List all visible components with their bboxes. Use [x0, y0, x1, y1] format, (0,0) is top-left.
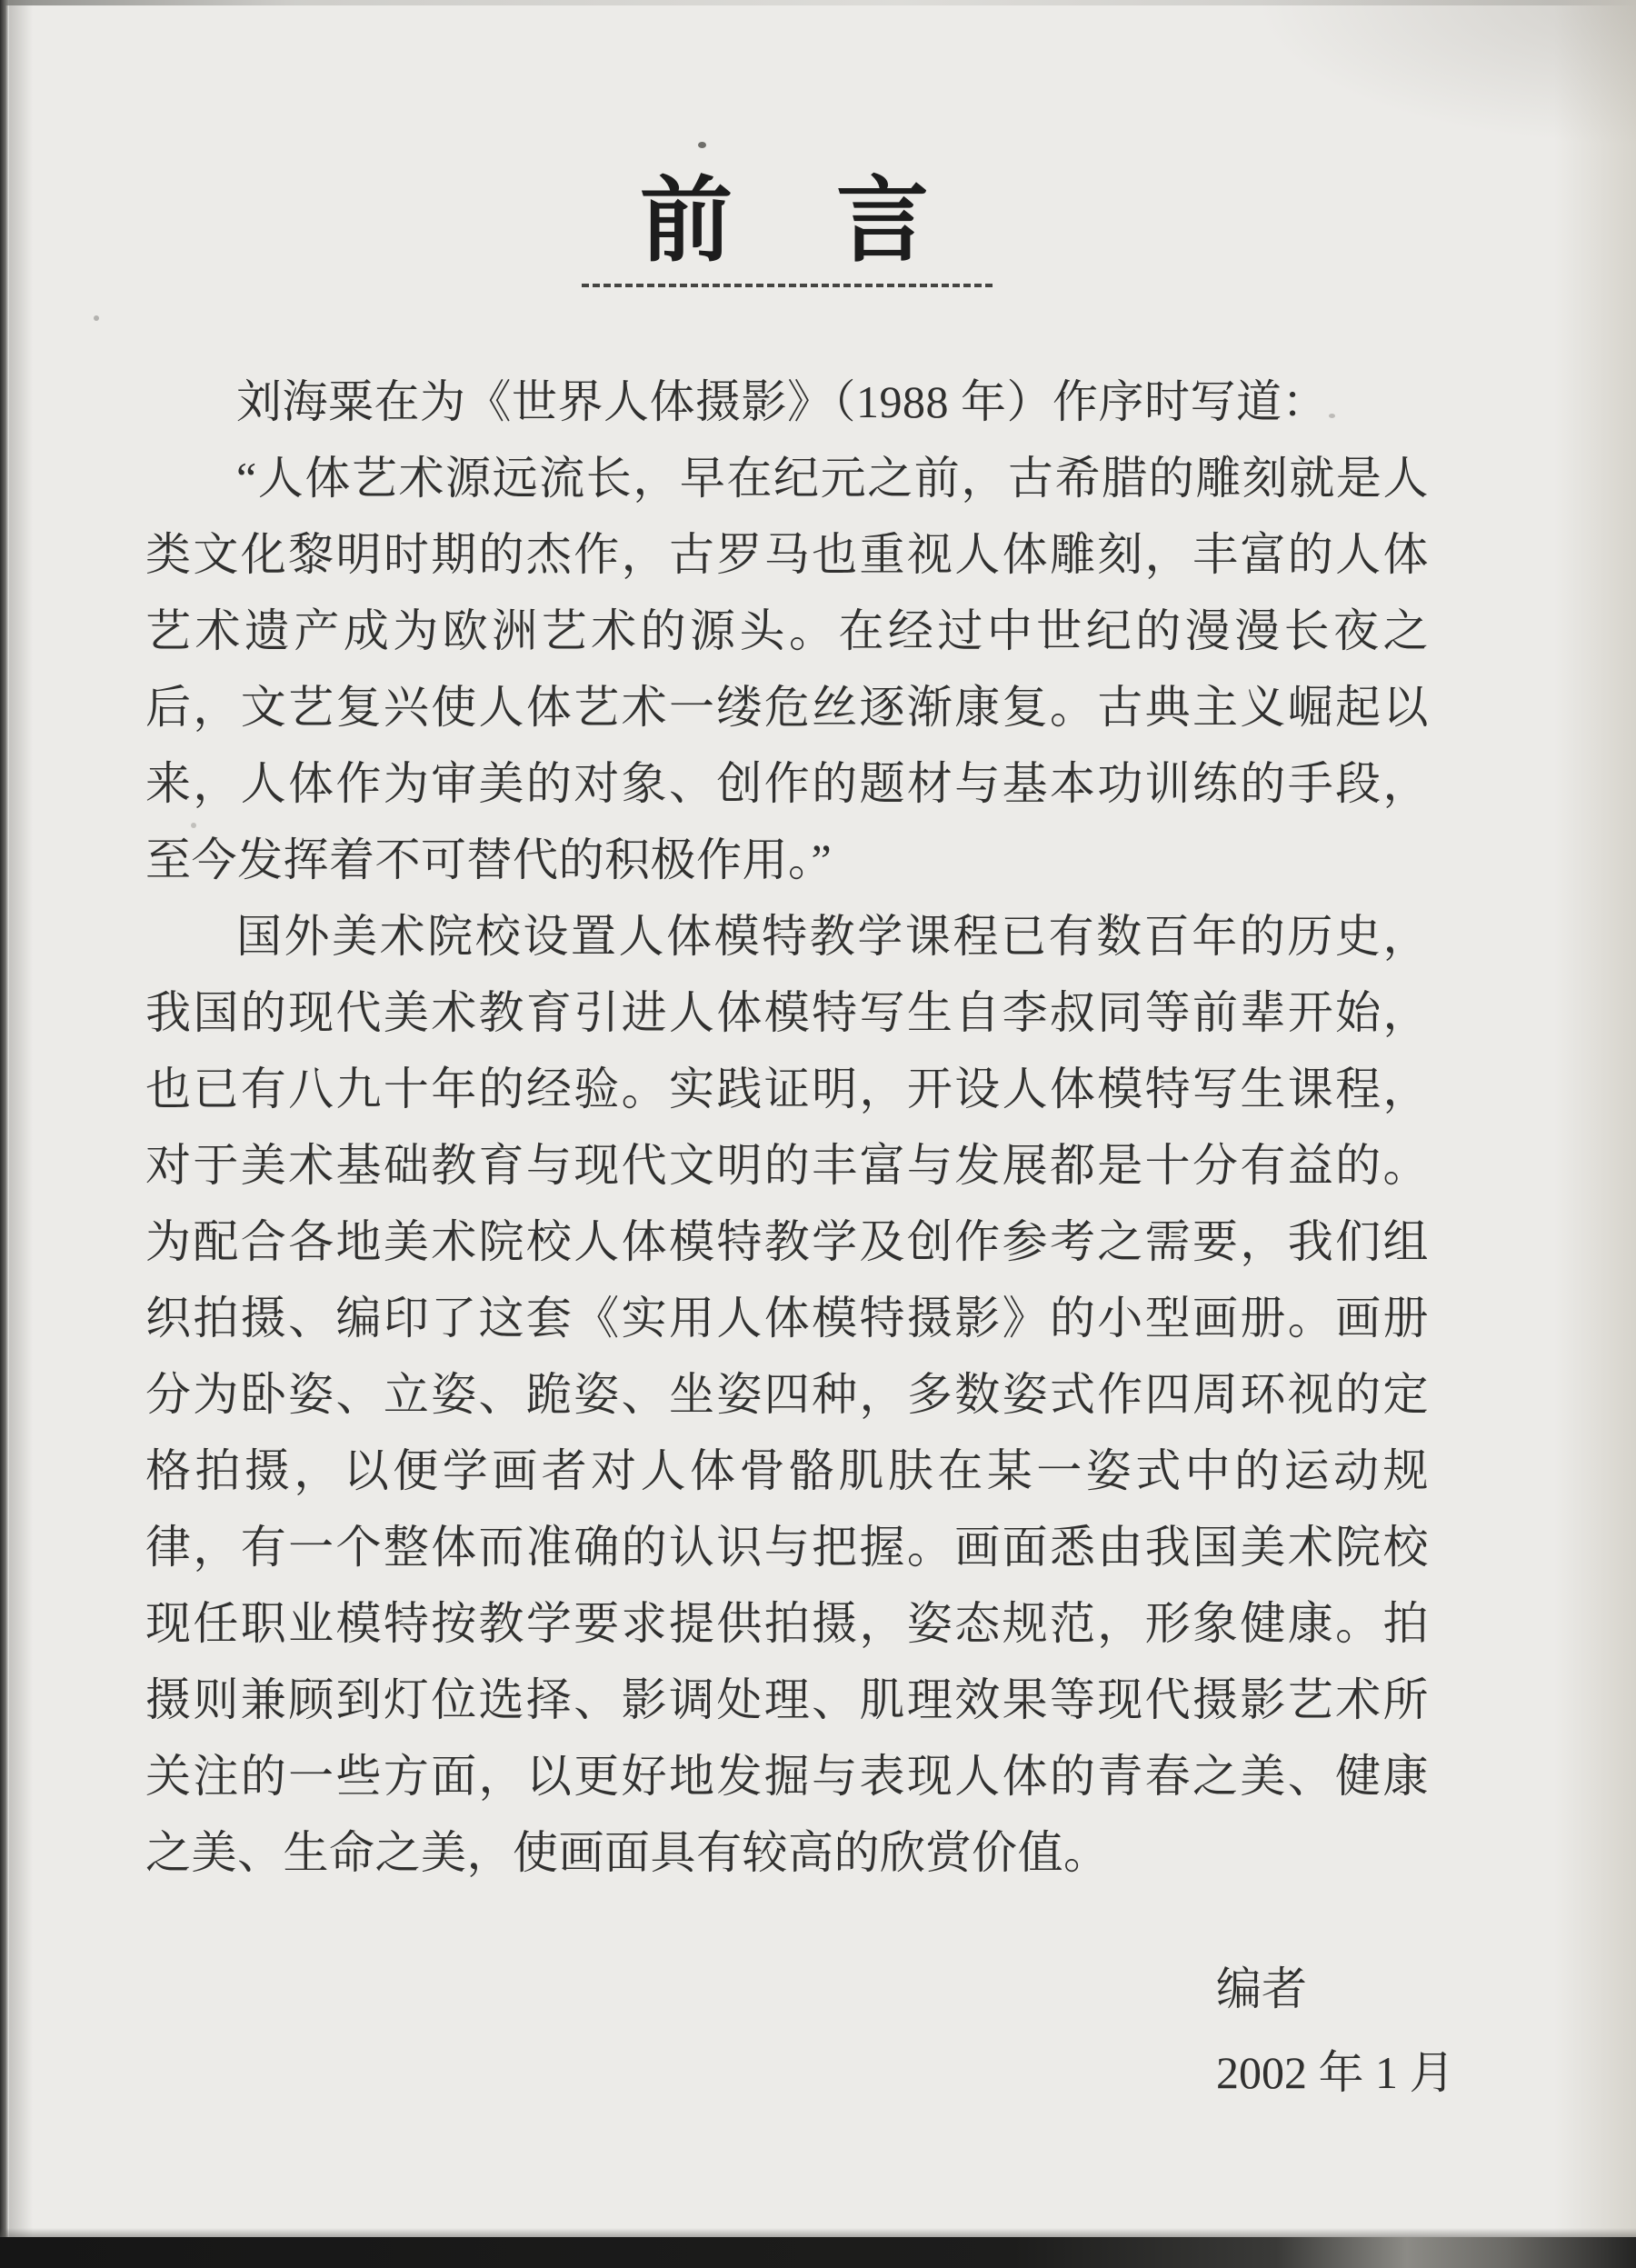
scan-edge-bottom [0, 2237, 1636, 2268]
title-block [145, 168, 1429, 287]
paragraph-quote: “人体艺术源远流长，早在纪元之前，古希腊的雕刻就是人类文化黎明时期的杰作，古罗马也重视人体雕刻，丰富的人体艺术遗产成为欧洲艺术的源头。在经过中世纪的漫漫长夜之后，文艺复兴使人体艺术一缕危丝逐渐康复。古典主义崛起以来，人体作为审美的对象、创作的题材与基本功训练的手段，至今发挥着不可替代的积极作用。” [145, 453, 1429, 886]
preface-body [145, 364, 1429, 1891]
page-content [145, 0, 1455, 2114]
scan-speck [698, 142, 706, 148]
page-title: 前 言 [640, 169, 934, 273]
paragraph-intro: 刘海粟在为《世界人体摄影》（1988 年）作序时写道： [236, 376, 1328, 428]
paragraph-main: 国外美术院校设置人体模特教学课程已有数百年的历史，我国的现代美术教育引进人体模特写生自李叔同等前辈开始，也已有八九十年的经验。实践证明，开设人体模特写生课程，对于美术基础教育与现代文明的丰富与发展都是十分有益的。为配合各地美术院校人体模特教学及创作参考之需要，我们组织拍摄、编印了这套《实用人体模特摄影》的小型画册。画册分为卧姿、立姿、跪姿、坐姿四种，多数姿式作四周环视的定格拍摄，以便学画者对人体骨骼肌肤在某一姿式中的运动规律，有一个整体而准确的认识与把握。画面悉由我国美术院校现任职业模特按教学要求提供拍摄，姿态规范，形象健康。拍摄则兼顾到灯位选择、影调处理、肌理效果等现代摄影艺术所关注的一些方面，以更好地发掘与表现人体的青春之美、健康之美、生命之美，使画面具有较高的欣赏价值。 [145, 911, 1429, 1879]
title-underline [582, 284, 993, 287]
signature-date: 2002 年 1 月 [1216, 2047, 1455, 2099]
signature-author: 编者 [1216, 1963, 1307, 2015]
scan-shade-top-right [1254, 0, 1636, 145]
scan-speck [94, 315, 99, 321]
scan-edge-bottom-shadow [0, 2228, 1636, 2237]
scan-speck [1329, 414, 1335, 418]
signature-block [1216, 1947, 1455, 2114]
scan-speck [191, 823, 196, 828]
scan-edge-left [0, 0, 9, 2268]
scan-edge-left-shadow [9, 0, 33, 2268]
scan-shade-right [1554, 0, 1636, 2268]
